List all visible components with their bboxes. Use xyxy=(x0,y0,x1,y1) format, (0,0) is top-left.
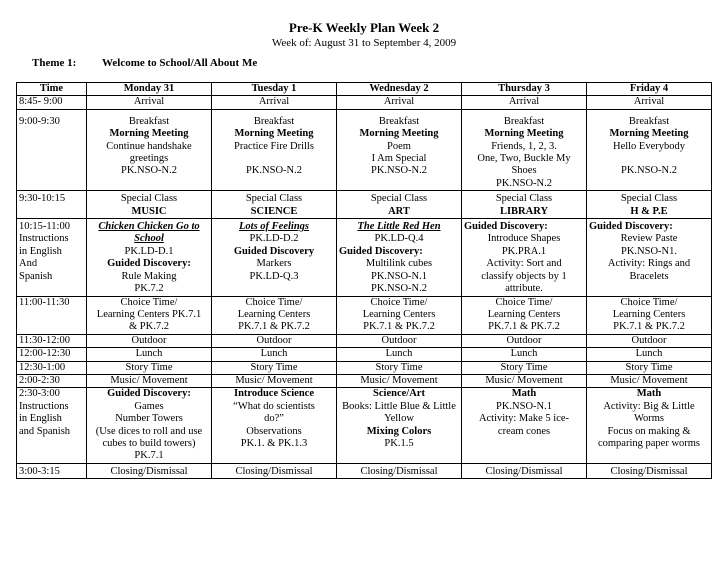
cell-line: Worms xyxy=(633,413,665,425)
cell-line: PK.NSO-N.2 xyxy=(120,165,177,177)
cell-line: Choice Time/ xyxy=(120,296,178,308)
cell-tuesday xyxy=(212,388,337,463)
cell-line: Closing/Dismissal xyxy=(360,465,438,477)
cell-line: Choice Time/ xyxy=(620,296,678,308)
cell-line: Math xyxy=(511,388,537,400)
cell-line: Music/ Movement xyxy=(360,374,438,386)
time-line: 12:00-12:30 xyxy=(19,348,71,360)
cell-line: Activity: Rings and xyxy=(607,258,691,270)
cell-line: PK.7.1 & PK.7.2 xyxy=(488,321,560,333)
cell-monday xyxy=(87,388,212,463)
cell-line: Choice Time/ xyxy=(370,296,428,308)
cell-line: Arrival xyxy=(508,96,540,108)
cell-thursday xyxy=(462,463,587,478)
cell-line: PK.PRA.1 xyxy=(501,245,547,257)
cell-line: Morning Meeting xyxy=(109,128,189,140)
cell-monday xyxy=(87,374,212,387)
cell-thursday xyxy=(462,219,587,296)
cell-line: School xyxy=(134,233,164,245)
schedule-row xyxy=(17,361,712,374)
cell-tuesday xyxy=(212,219,337,296)
cell-line: Breakfast xyxy=(253,115,295,127)
cell-friday xyxy=(587,296,712,334)
cell-line: Learning Centers xyxy=(612,308,686,320)
cell-monday xyxy=(87,334,212,347)
cell-wednesday xyxy=(337,219,462,296)
cell-line: Introduce Shapes xyxy=(487,233,561,245)
cell-line: PK.1.5 xyxy=(384,437,414,449)
cell-line: Outdoor xyxy=(256,334,292,346)
cell-line: “What do scientists xyxy=(233,400,315,412)
cell-line: Special Class xyxy=(370,193,428,205)
cell-line: Math xyxy=(636,388,662,400)
cell-line: Mixing Colors xyxy=(366,425,432,437)
cell-line: PK.LD-Q.3 xyxy=(249,270,299,282)
cell-line: Lunch xyxy=(510,348,538,360)
cell-line: Special Class xyxy=(120,193,178,205)
cell-monday xyxy=(87,296,212,334)
cell-line: Yellow xyxy=(384,413,414,425)
schedule-row xyxy=(17,374,712,387)
time-cell xyxy=(17,109,87,190)
cell-friday xyxy=(587,463,712,478)
cell-line: cream cones xyxy=(497,425,551,437)
cell-monday xyxy=(87,348,212,361)
cell-line: Outdoor xyxy=(506,334,542,346)
cell-wednesday xyxy=(337,361,462,374)
cell-line: Friends, 1, 2, 3. xyxy=(491,140,557,152)
time-cell xyxy=(17,296,87,334)
cell-line: Guided Discovery: xyxy=(107,258,191,270)
cell-line: Morning Meeting xyxy=(484,128,564,140)
time-cell xyxy=(17,96,87,109)
cell-line: Observations xyxy=(246,425,302,437)
cell-line: (Use dices to roll and use xyxy=(95,425,203,437)
cell-line: Breakfast xyxy=(378,115,420,127)
cell-line: do?” xyxy=(264,413,284,425)
cell-line: PK.LD-Q.4 xyxy=(374,233,424,245)
cell-line: Closing/Dismissal xyxy=(610,465,688,477)
cell-line: Markers xyxy=(256,258,292,270)
cell-tuesday xyxy=(212,463,337,478)
header-wednesday: Wednesday 2 xyxy=(337,83,462,96)
cell-wednesday xyxy=(337,374,462,387)
cell-thursday xyxy=(462,109,587,190)
cell-line: PK.NSO-N.2 xyxy=(370,165,427,177)
cell-thursday xyxy=(462,296,587,334)
cell-line: Choice Time/ xyxy=(495,296,553,308)
cell-line: Games xyxy=(134,400,164,412)
cell-line: Morning Meeting xyxy=(234,128,314,140)
cell-thursday xyxy=(462,191,587,219)
cell-line: One, Two, Buckle My xyxy=(477,153,571,165)
cell-line: Closing/Dismissal xyxy=(485,465,563,477)
cell-tuesday xyxy=(212,191,337,219)
cell-line: Multilink cubes xyxy=(365,258,433,270)
cell-thursday xyxy=(462,96,587,109)
time-cell xyxy=(17,463,87,478)
week-of: Week of: August 31 to September 4, 2009 xyxy=(271,37,457,49)
time-cell xyxy=(17,191,87,219)
cell-line: Closing/Dismissal xyxy=(110,465,188,477)
time-line: 3:00-3:15 xyxy=(19,465,60,477)
cell-line: Review Paste xyxy=(620,233,678,245)
cell-monday xyxy=(87,463,212,478)
time-line: in English xyxy=(19,413,62,425)
cell-line: Arrival xyxy=(133,96,165,108)
schedule-row xyxy=(17,296,712,334)
cell-line: Poem xyxy=(387,140,411,152)
time-cell xyxy=(17,219,87,296)
time-cell xyxy=(17,361,87,374)
cell-line: Story Time xyxy=(500,361,548,373)
header-friday: Friday 4 xyxy=(587,83,712,96)
cell-line: Story Time xyxy=(625,361,673,373)
cell-line: & PK.7.2 xyxy=(129,321,169,333)
cell-tuesday xyxy=(212,374,337,387)
time-cell xyxy=(17,348,87,361)
cell-line: PK.NSO-N.1 xyxy=(370,270,427,282)
cell-line: Arrival xyxy=(633,96,665,108)
cell-line xyxy=(214,153,334,165)
cell-line: H & P.E xyxy=(630,205,668,217)
cell-line: PK.LD-D.2 xyxy=(249,233,299,245)
cell-line: Activity: Big & Little xyxy=(603,400,695,412)
schedule-row xyxy=(17,109,712,190)
cell-friday xyxy=(587,334,712,347)
time-line: 8:45- 9:00 xyxy=(19,96,63,108)
cell-line: PK.1. & PK.1.3 xyxy=(240,437,308,449)
cell-line: Science/Art xyxy=(373,388,425,400)
cell-line: Lunch xyxy=(385,348,413,360)
cell-monday xyxy=(87,191,212,219)
cell-friday xyxy=(587,96,712,109)
schedule-row xyxy=(17,334,712,347)
time-line: 10:15-11:00 xyxy=(19,221,70,233)
cell-line: Choice Time/ xyxy=(245,296,303,308)
time-line: 2:00-2:30 xyxy=(19,374,60,386)
cell-tuesday xyxy=(212,109,337,190)
time-line: Instructions xyxy=(19,400,69,412)
time-line: 9:00-9:30 xyxy=(19,115,60,127)
cell-line: comparing paper worms xyxy=(597,437,701,449)
cell-line: Lunch xyxy=(135,348,163,360)
cell-line: Outdoor xyxy=(381,334,417,346)
cell-line: greetings xyxy=(129,153,169,165)
cell-line: I Am Special xyxy=(371,153,427,165)
cell-monday xyxy=(87,109,212,190)
time-line: and Spanish xyxy=(19,425,71,437)
time-line: Spanish xyxy=(19,270,53,282)
time-line: in English xyxy=(19,245,62,257)
cell-line: Guided Discovery: xyxy=(464,221,548,233)
cell-line: Breakfast xyxy=(503,115,545,127)
cell-line: cubes to build towers) xyxy=(102,437,196,449)
cell-line: Breakfast xyxy=(128,115,170,127)
cell-line: Guided Discovery xyxy=(233,245,315,257)
cell-line: Morning Meeting xyxy=(609,128,689,140)
schedule-row xyxy=(17,96,712,109)
cell-line: Special Class xyxy=(245,193,303,205)
cell-line: Lunch xyxy=(260,348,288,360)
cell-line: Guided Discovery: xyxy=(107,388,191,400)
cell-line xyxy=(589,153,709,165)
cell-wednesday xyxy=(337,388,462,463)
theme-label: Theme 1: xyxy=(32,57,77,69)
cell-line: Music/ Movement xyxy=(235,374,313,386)
cell-line: Activity: Make 5 ice- xyxy=(478,413,570,425)
header-thursday: Thursday 3 xyxy=(462,83,587,96)
schedule-row xyxy=(17,191,712,219)
cell-line: Continue handshake xyxy=(106,140,192,152)
cell-line: classify objects by 1 xyxy=(481,270,567,282)
cell-line: PK.NSO-N.2 xyxy=(370,283,427,295)
schedule-row xyxy=(17,463,712,478)
header-row xyxy=(17,83,712,96)
cell-monday xyxy=(87,96,212,109)
cell-line: PK.NSO-N.2 xyxy=(620,165,677,177)
cell-line: PK.7.2 xyxy=(134,283,164,295)
header-tuesday: Tuesday 1 xyxy=(212,83,337,96)
cell-wednesday xyxy=(337,334,462,347)
cell-line: SCIENCE xyxy=(250,205,298,217)
cell-line: PK.7.1 xyxy=(134,450,164,462)
cell-line: Special Class xyxy=(495,193,553,205)
cell-line: Shoes xyxy=(511,165,537,177)
time-line: 9:30-10:15 xyxy=(19,193,66,205)
cell-tuesday xyxy=(212,361,337,374)
cell-line: Guided Discovery: xyxy=(589,221,673,233)
cell-line: Learning Centers xyxy=(237,308,311,320)
cell-line: Practice Fire Drills xyxy=(234,140,314,152)
time-line: 11:30-12:00 xyxy=(19,334,70,346)
cell-tuesday xyxy=(212,296,337,334)
time-line: 11:00-11:30 xyxy=(19,296,70,308)
time-line: 2:30-3:00 xyxy=(19,388,60,400)
cell-friday xyxy=(587,219,712,296)
cell-friday xyxy=(587,374,712,387)
cell-line: Chicken Chicken Go to xyxy=(98,221,200,233)
cell-wednesday xyxy=(337,348,462,361)
cell-monday xyxy=(87,361,212,374)
cell-line: PK.NSO-N.2 xyxy=(495,177,552,189)
cell-line: Closing/Dismissal xyxy=(235,465,313,477)
theme-value: Welcome to School/All About Me xyxy=(102,57,258,69)
cell-line: PK.7.1 & PK.7.2 xyxy=(613,321,685,333)
schedule-row xyxy=(17,348,712,361)
cell-line: Lots of Feelings xyxy=(239,221,309,233)
cell-line: Number Towers xyxy=(115,413,183,425)
time-cell xyxy=(17,388,87,463)
header-time: Time xyxy=(17,83,87,96)
schedule-row xyxy=(17,388,712,463)
cell-line: Learning Centers xyxy=(487,308,561,320)
page-title: Pre-K Weekly Plan Week 2 xyxy=(288,20,440,35)
header-monday: Monday 31 xyxy=(87,83,212,96)
cell-friday xyxy=(587,361,712,374)
cell-wednesday xyxy=(337,96,462,109)
cell-line: Morning Meeting xyxy=(359,128,439,140)
cell-tuesday xyxy=(212,334,337,347)
cell-thursday xyxy=(462,388,587,463)
time-cell xyxy=(17,374,87,387)
cell-line: Story Time xyxy=(250,361,298,373)
cell-line: PK.LD-D.1 xyxy=(124,245,174,257)
schedule-row xyxy=(17,219,712,296)
cell-line: MUSIC xyxy=(131,205,167,217)
weekly-plan-table xyxy=(16,82,712,479)
time-line: Instructions xyxy=(19,233,69,245)
cell-line: ART xyxy=(388,205,410,217)
cell-line: PK.7.1 & PK.7.2 xyxy=(363,321,435,333)
cell-line: Learning Centers PK.7.1 xyxy=(96,308,202,320)
cell-line: Outdoor xyxy=(631,334,667,346)
cell-line: Learning Centers xyxy=(362,308,436,320)
cell-wednesday xyxy=(337,463,462,478)
cell-line: Introduce Science xyxy=(233,388,314,400)
cell-line: Arrival xyxy=(383,96,415,108)
cell-wednesday xyxy=(337,109,462,190)
cell-thursday xyxy=(462,348,587,361)
cell-line: The Little Red Hen xyxy=(357,221,441,233)
cell-tuesday xyxy=(212,348,337,361)
time-cell xyxy=(17,334,87,347)
cell-friday xyxy=(587,191,712,219)
cell-line: attribute. xyxy=(505,283,543,295)
cell-thursday xyxy=(462,374,587,387)
cell-line: Story Time xyxy=(125,361,173,373)
cell-wednesday xyxy=(337,191,462,219)
cell-line: Hello Everybody xyxy=(612,140,686,152)
cell-line: LIBRARY xyxy=(499,205,549,217)
time-line: And xyxy=(19,258,38,270)
cell-line: Story Time xyxy=(375,361,423,373)
cell-line: Books: Little Blue & Little xyxy=(342,400,456,412)
cell-monday xyxy=(87,219,212,296)
cell-line: PK.NSO-N.1 xyxy=(495,400,552,412)
cell-line: Activity: Sort and xyxy=(486,258,562,270)
cell-line: Focus on making & xyxy=(607,425,691,437)
cell-line: Music/ Movement xyxy=(610,374,688,386)
cell-line: Bracelets xyxy=(629,270,669,282)
cell-friday xyxy=(587,348,712,361)
cell-line: Rule Making xyxy=(121,270,177,282)
cell-wednesday xyxy=(337,296,462,334)
cell-line: PK.NSO-N.2 xyxy=(245,165,302,177)
cell-line: Guided Discovery: xyxy=(339,245,423,257)
cell-line: Special Class xyxy=(620,193,678,205)
time-line: 12:30-1:00 xyxy=(19,361,66,373)
cell-line: PK.7.1 & PK.7.2 xyxy=(238,321,310,333)
cell-line: Arrival xyxy=(258,96,290,108)
cell-friday xyxy=(587,109,712,190)
cell-line: Lunch xyxy=(635,348,663,360)
cell-line: Outdoor xyxy=(131,334,167,346)
cell-thursday xyxy=(462,361,587,374)
cell-friday xyxy=(587,388,712,463)
cell-thursday xyxy=(462,334,587,347)
cell-line: PK.NSO-N1. xyxy=(620,245,677,257)
cell-tuesday xyxy=(212,96,337,109)
cell-line: Breakfast xyxy=(628,115,670,127)
cell-line: Music/ Movement xyxy=(110,374,188,386)
cell-line: Music/ Movement xyxy=(485,374,563,386)
